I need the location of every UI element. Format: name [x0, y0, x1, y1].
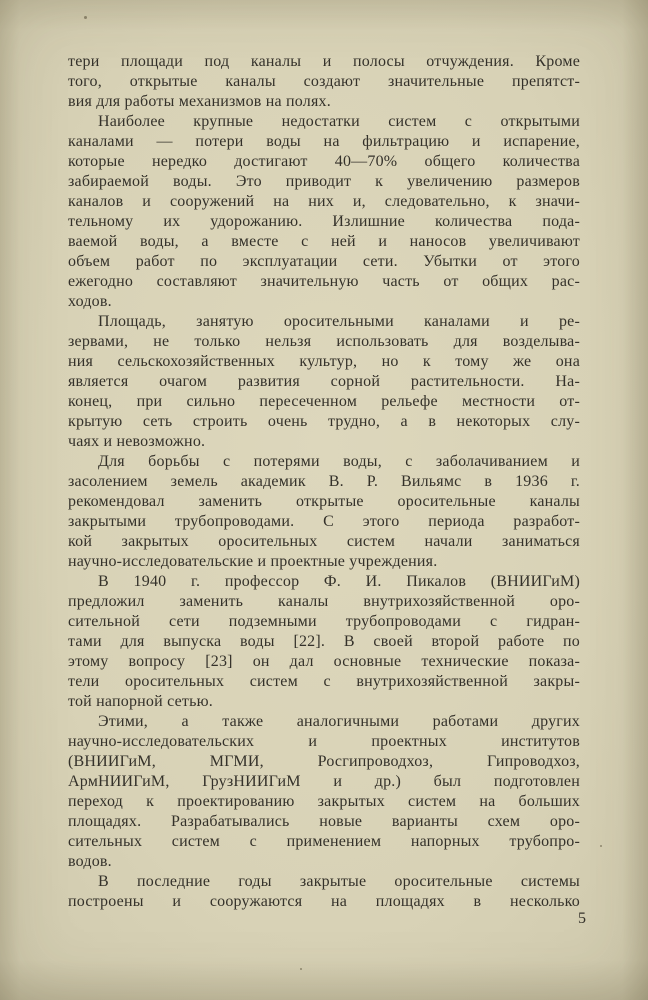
- text-line: кой закрытых оросительных систем начали заниматься: [68, 533, 580, 550]
- text-line: закрытыми трубопроводами. С этого периода разработ-: [68, 513, 580, 530]
- text-line: научно-исследовательские и проектные учреждения.: [68, 553, 438, 570]
- text-line: тами для выпуска воды [22]. В своей второй работе по: [68, 633, 580, 650]
- text-line: той напорной сетью.: [68, 693, 213, 710]
- text-line: В последние годы закрытые оросительные системы: [98, 873, 580, 890]
- text-line: предложил заменить каналы внутрихозяйственной оро-: [68, 593, 580, 610]
- text-line: каналов и сооружений на них и, следовательно, к значи-: [68, 193, 580, 210]
- text-line: научно-исследовательских и проектных институтов: [68, 733, 580, 750]
- text-line: водов.: [68, 853, 112, 870]
- text-line: ваемой воды, а вместе с ней и наносов увеличивают: [68, 233, 580, 250]
- text-line: Этими, а также аналогичными работами других: [98, 713, 580, 730]
- text-line: В 1940 г. профессор Ф. И. Пикалов (ВНИИГиМ): [98, 573, 580, 590]
- text-line: переход к проектированию закрытых систем на больших: [68, 793, 580, 810]
- text-line: конец, при сильно пересеченном рельефе местности от-: [68, 393, 580, 410]
- text-line: крытую сеть строить очень трудно, а в некоторых слу-: [68, 413, 580, 430]
- text-line: Наиболее крупные недостатки систем с открытыми: [98, 113, 580, 130]
- text-line: тельному их удорожанию. Излишние количества пода-: [68, 213, 580, 230]
- text-line: чаях и невозможно.: [68, 433, 206, 450]
- paragraph: [68, 112, 580, 312]
- text-line: является очагом развития сорной растительности. На-: [68, 373, 580, 390]
- text-line: сительных систем с применением напорных трубопро-: [68, 833, 580, 850]
- text-line: ния сельскохозяйственных культур, но к тому же она: [68, 353, 580, 370]
- text-line: Площадь, занятую оросительными каналами и ре-: [98, 313, 580, 330]
- paragraph: [68, 712, 580, 872]
- text-line: зервами, не только нельзя использовать для возделыва-: [68, 333, 580, 350]
- paragraph: [68, 312, 580, 452]
- text-line: сительной сети подземными трубопроводами с гидран-: [68, 613, 580, 630]
- paragraph: [68, 572, 580, 712]
- text-line: которые нередко достигают 40—70% общего количества: [68, 153, 580, 170]
- text-line: каналами — потери воды на фильтрацию и испарение,: [68, 133, 580, 150]
- text-line: построены и сооружаются на площадях в несколько: [68, 893, 580, 910]
- text-line: ходов.: [68, 293, 112, 310]
- text-line: объем работ по эксплуатации сети. Убытки от этого: [68, 253, 580, 270]
- paragraph: [68, 452, 580, 572]
- paragraph: [68, 52, 580, 112]
- text-line: Для борьбы с потерями воды, с заболачиванием и: [98, 453, 580, 470]
- page-number: 5: [578, 910, 586, 927]
- text-line: забираемой воды. Это приводит к увеличению размеров: [68, 173, 580, 190]
- scan-speck: [600, 845, 602, 847]
- text-line: (ВНИИГиМ, МГМИ, Росгипроводхоз, Гипроводхоз,: [68, 753, 580, 770]
- text-line: вия для работы механизмов на полях.: [68, 93, 331, 110]
- scan-speck: [84, 16, 87, 19]
- paragraph: [68, 872, 580, 912]
- text-line: рекомендовал заменить открытые оросительные каналы: [68, 493, 580, 510]
- text-line: того, открытые каналы создают значительные препятст-: [68, 73, 580, 90]
- text-line: ежегодно составляют значительную часть от общих рас-: [68, 273, 580, 290]
- text-line: АрмНИИГиМ, ГрузНИИГиМ и др.) был подготовлен: [68, 773, 580, 790]
- text-line: тери площади под каналы и полосы отчуждения. Кроме: [68, 53, 580, 70]
- text-line: площадях. Разрабатывались новые варианты схем оро-: [68, 813, 580, 830]
- text-line: засолением земель академик В. Р. Вильямс в 1936 г.: [68, 473, 580, 490]
- text-line: тели оросительных систем с внутрихозяйственной закры-: [68, 673, 580, 690]
- text-line: этому вопросу [23] он дал основные технические показа-: [68, 653, 580, 670]
- scan-speck: [300, 968, 302, 970]
- text-block: [68, 52, 580, 912]
